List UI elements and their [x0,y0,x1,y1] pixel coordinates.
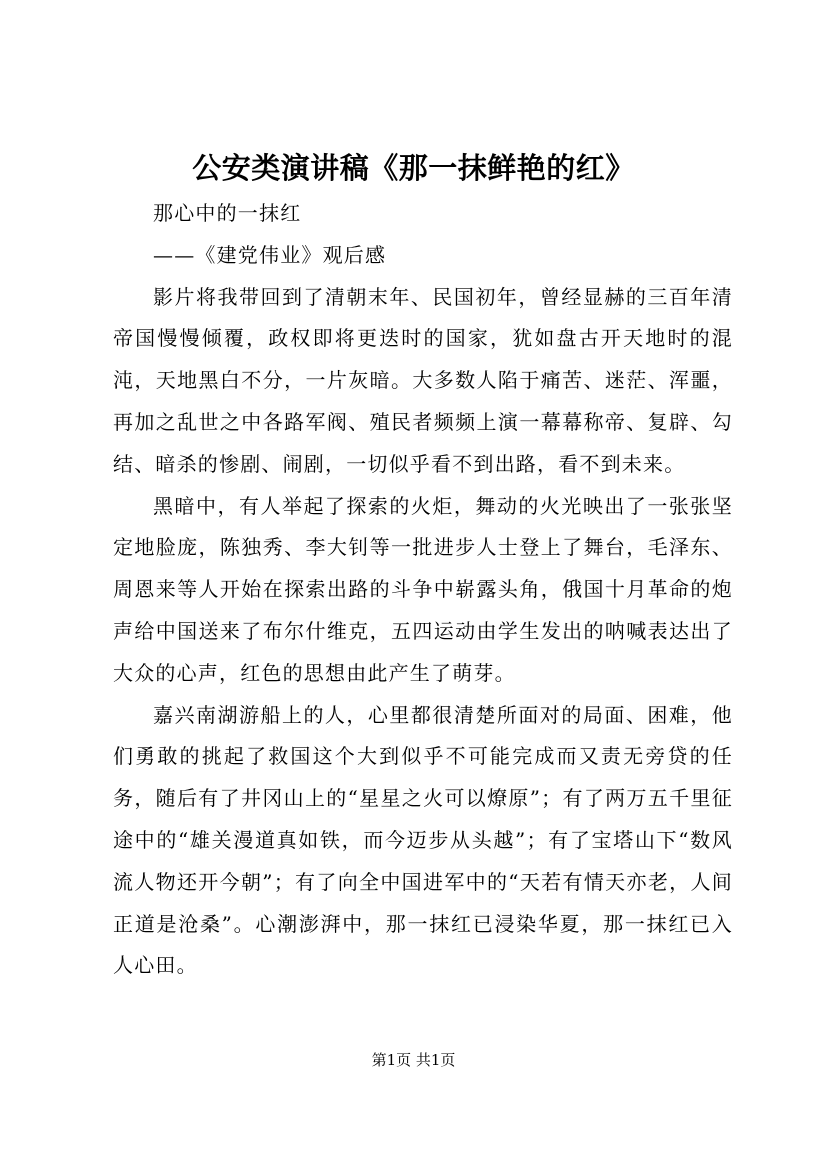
subtitle-line: 那心中的一抹红 [153,201,302,225]
document-title: 公安类演讲稿《那一抹鲜艳的红》 [192,151,635,185]
body-paragraph: 影片将我带回到了清朝末年、民国初年，曾经显赫的三百年清帝国慢慢倾覆，政权即将更迭时的国家，犹如盘古开天地时的混沌，天地黑白不分，一片灰暗。大多数人陷于痛苦、迷茫、浑噩，再加之乱世之中各路军阀、殖民者频频上演一幕幕称帝、复辟、勾结、暗杀的惨剧、闹剧，一切似乎看不到出路，看不到未来。 [113,284,733,476]
subtitle-line: ——《建党伟业》观后感 [153,242,387,267]
body-paragraph: 黑暗中，有人举起了探索的火炬，舞动的火光映出了一张张坚定地脸庞，陈独秀、李大钊等一批进步人士登上了舞台，毛泽东、周恩来等人开始在探索出路的斗争中崭露头角，俄国十月革命的炮声给中国送来了布尔什维克，五四运动由学生发出的呐喊表达出了大众的心声，红色的思想由此产生了萌芽。 [113,493,733,685]
document-body [113,193,733,987]
page-footer: 第1页 共1页 [371,1051,456,1069]
body-paragraph: 嘉兴南湖游船上的人，心里都很清楚所面对的局面、困难，他们勇敢的挑起了救国这个大到似乎不可能完成而又责无旁贷的任务，随后有了井冈山上的“星星之火可以燎原”；有了两万五千里征途中的“雄关漫道真如铁，而今迈步从头越”；有了宝塔山下“数风流人物还开今朝”；有了向全中国进军中的“天若有情天亦老，人间正道是沧桑”。心潮澎湃中，那一抹红已浸染华夏，那一抹红已入人心田。 [113,702,733,978]
